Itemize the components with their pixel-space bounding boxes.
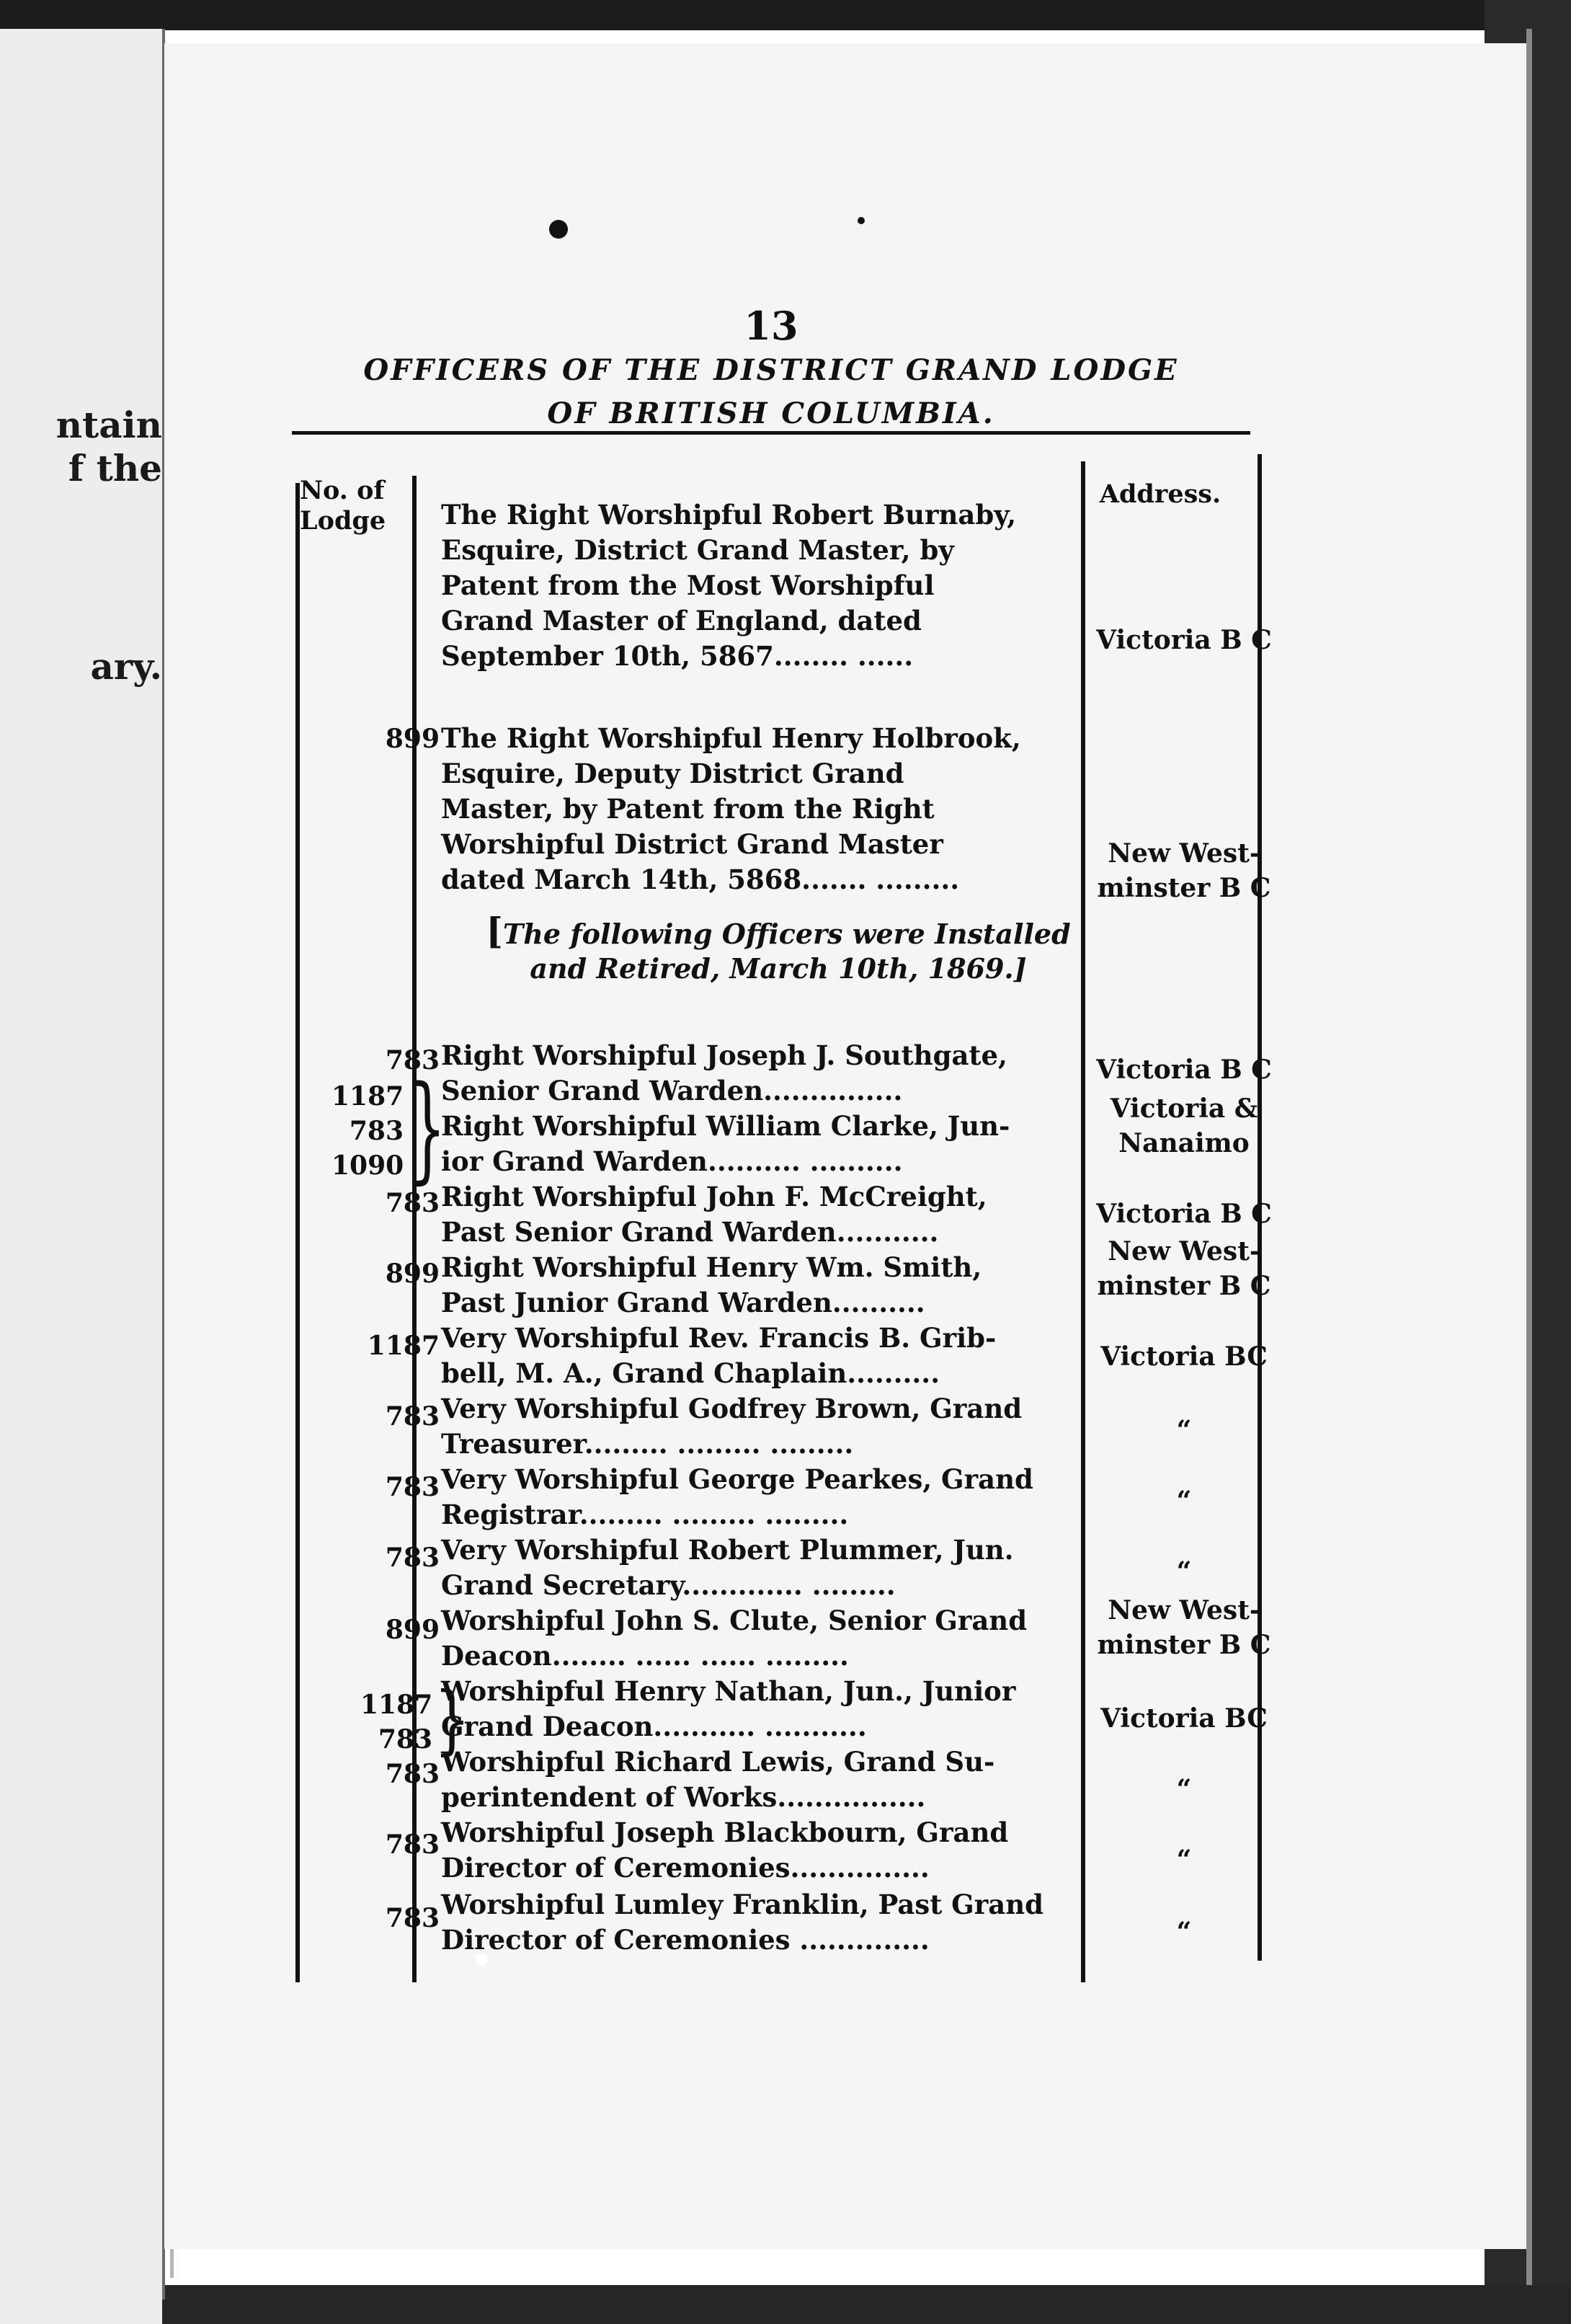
officer-address: “: [1176, 1774, 1192, 1804]
officer-address: “: [1176, 1486, 1192, 1516]
officer-address: Victoria B C: [1096, 625, 1272, 655]
address-column-header: Address.: [1099, 479, 1221, 509]
table-left-border: [295, 483, 300, 1982]
lodge-number: 1090: [331, 1150, 404, 1181]
officer-address: Victoria & Nanaimo: [1110, 1094, 1258, 1158]
officer-address: New West- minster B C: [1097, 1595, 1271, 1660]
lodge-number: 783: [385, 1830, 440, 1860]
officer-entry: Very Worshipful George Pearkes, Grand Registrar......... ......... .........: [441, 1463, 1033, 1530]
officer-entry: The Right Worshipful Henry Holbrook, Esquire, Deputy District Grand Master, by Patent from the Right Worshipful District Grand Master dated March 14th, 5868....... .........: [441, 722, 1021, 895]
lodge-header-line-1: No. of: [300, 476, 385, 505]
officer-address: Victoria B C: [1096, 1055, 1272, 1085]
lodge-number: 783: [385, 1903, 440, 1933]
lodge-number: 899: [385, 1259, 440, 1289]
lodge-group-brace: }: [409, 1061, 446, 1195]
officer-entry: Right Worshipful William Clarke, Jun- ior Grand Warden.......... ..........: [441, 1110, 1010, 1177]
lodge-number: 783: [385, 1472, 440, 1502]
lodge-number: 899: [385, 724, 440, 754]
officer-address: New West- minster B C: [1097, 838, 1271, 903]
page-number: 13: [744, 303, 798, 349]
officer-entry: Very Worshipful Robert Plummer, Jun. Grand Secretary............. .........: [441, 1534, 1014, 1601]
officer-address: “: [1176, 1845, 1192, 1875]
note-line-1: The following Officers were Installed: [503, 918, 1071, 950]
left-text-line-2: f the: [68, 447, 162, 489]
lodge-header-line-2: Lodge: [300, 506, 386, 536]
lodge-group-brace: }: [434, 1675, 471, 1763]
officer-entry: Right Worshipful John F. McCreight, Past Senior Grand Warden...........: [441, 1181, 987, 1248]
note-open-bracket: [: [486, 910, 504, 952]
lodge-number: 783: [385, 1188, 440, 1218]
page-title-line-2: OF BRITISH COLUMBIA.: [547, 396, 995, 430]
page-title-line-1: OFFICERS OF THE DISTRICT GRAND LODGE: [363, 353, 1179, 387]
officer-entry: Worshipful Lumley Franklin, Past Grand Director of Ceremonies ..............: [441, 1889, 1044, 1956]
officer-address: “: [1176, 1415, 1192, 1445]
ink-speck: [858, 217, 865, 224]
lodge-number: 783: [385, 1543, 440, 1573]
officer-entry: Very Worshipful Rev. Francis B. Grib- bell, M. A., Grand Chaplain..........: [441, 1322, 997, 1389]
lodge-number: 783: [385, 1045, 440, 1075]
officer-entry: Right Worshipful Henry Wm. Smith, Past Junior Grand Warden..........: [441, 1251, 982, 1318]
left-text-line-3: ary.: [90, 645, 162, 688]
lodge-number: 1187: [367, 1331, 440, 1361]
officer-entry: Worshipful Richard Lewis, Grand Su- perintendent of Works................: [441, 1746, 995, 1813]
officer-entry: Worshipful Joseph Blackbourn, Grand Director of Ceremonies...............: [441, 1817, 1009, 1884]
lodge-column-divider: [412, 476, 417, 1982]
note-line-2: and Retired, March 10th, 1869.]: [530, 952, 1027, 985]
officer-address: “: [1176, 1917, 1192, 1947]
officer-entry: Right Worshipful Joseph J. Southgate, Senior Grand Warden...............: [441, 1039, 1007, 1106]
officer-address: Victoria BC: [1100, 1341, 1268, 1372]
installation-note: [447, 910, 1110, 986]
officer-address: Victoria BC: [1100, 1703, 1268, 1734]
officer-address: “: [1176, 1556, 1192, 1587]
lodge-number: 783: [385, 1401, 440, 1432]
officer-address: Victoria B C: [1096, 1199, 1272, 1229]
lodge-number: 783: [378, 1724, 432, 1755]
ink-speck: [549, 220, 568, 239]
officer-entry: Very Worshipful Godfrey Brown, Grand Treasurer......... ......... .........: [441, 1393, 1023, 1460]
lodge-number: 1187: [331, 1081, 404, 1112]
lodge-column-header: [300, 476, 386, 536]
officer-entry: The Right Worshipful Robert Burnaby, Esquire, District Grand Master, by Patent from the Most Worshipful Grand Master of England, dated September 10th, 5867........ ......: [441, 499, 1017, 672]
lodge-number: 783: [349, 1116, 404, 1146]
title-rule: [292, 431, 1250, 435]
officer-entry: Worshipful Henry Nathan, Jun., Junior Grand Deacon........... ...........: [441, 1675, 1016, 1742]
lodge-number: 783: [385, 1759, 440, 1789]
lodge-number: 899: [385, 1615, 440, 1645]
lodge-number: 1187: [360, 1690, 433, 1720]
officer-address: New West- minster B C: [1097, 1236, 1271, 1301]
officer-entry: Worshipful John S. Clute, Senior Grand Deacon........ ...... ...... .........: [441, 1605, 1028, 1672]
left-text-line-1: ntain: [55, 404, 162, 446]
